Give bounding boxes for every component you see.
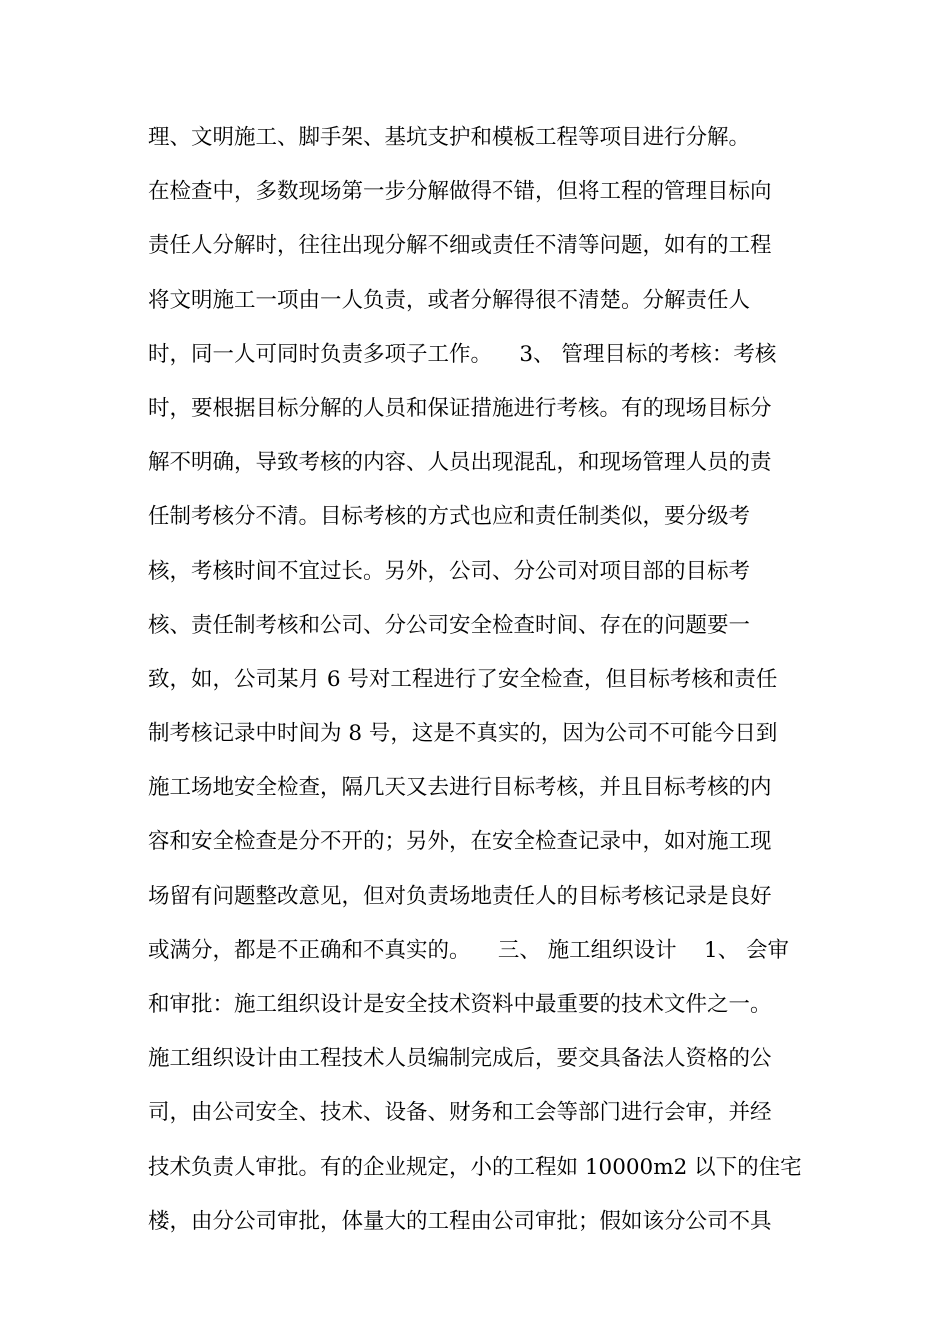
text-line: 责任人分解时，往往出现分解不细或责任不清等问题，如有的工程 [148, 233, 772, 259]
text-line: 技术负责人审批。有的企业规定，小的工程如 10000m2 以下的住宅 [148, 1154, 802, 1180]
text-line: 楼，由分公司审批，体量大的工程由公司审批；假如该分公司不具 [148, 1208, 772, 1234]
text-line: 容和安全检查是分不开的；另外，在安全检查记录中，如对施工现 [148, 829, 772, 855]
text-line: 解不明确，导致考核的内容、人员出现混乱，和现场管理人员的责 [148, 450, 772, 476]
text-line: 时，要根据目标分解的人员和保证措施进行考核。有的现场目标分 [148, 395, 772, 421]
text-line: 时，同一人可同时负责多项子工作。 3、 管理目标的考核：考核 [148, 341, 777, 367]
text-line: 施工场地安全检查，隔几天又去进行目标考核，并且目标考核的内 [148, 775, 772, 801]
text-line: 理、文明施工、脚手架、基坑支护和模板工程等项目进行分解。 [148, 125, 751, 150]
text-line: 场留有问题整改意见，但对负责场地责任人的目标考核记录是良好 [148, 883, 772, 909]
text-line: 任制考核分不清。目标考核的方式也应和责任制类似，要分级考 [148, 504, 751, 530]
text-line: 或满分，都是不正确和不真实的。 三、 施工组织设计 1、 会审 [148, 937, 790, 963]
text-line: 将文明施工一项由一人负责，或者分解得很不清楚。分解责任人 [148, 287, 751, 313]
text-line: 核，考核时间不宜过长。另外，公司、分公司对项目部的目标考 [148, 558, 751, 584]
text-line: 司，由公司安全、技术、设备、财务和工会等部门进行会审，并经 [148, 1100, 772, 1126]
text-line: 制考核记录中时间为 8 号，这是不真实的，因为公司不可能今日到 [148, 721, 778, 747]
text-line: 在检查中，多数现场第一步分解做得不错，但将工程的管理目标向 [148, 179, 772, 205]
text-line: 和审批：施工组织设计是安全技术资料中最重要的技术文件之一。 [148, 992, 772, 1017]
text-line: 致，如，公司某月 6 号对工程进行了安全检查，但目标考核和责任 [148, 666, 778, 692]
body-text [148, 117, 808, 1255]
text-line: 施工组织设计由工程技术人员编制完成后，要交具备法人资格的公 [148, 1046, 772, 1072]
text-line: 核、责任制考核和公司、分公司安全检查时间、存在的问题要一 [148, 612, 751, 638]
